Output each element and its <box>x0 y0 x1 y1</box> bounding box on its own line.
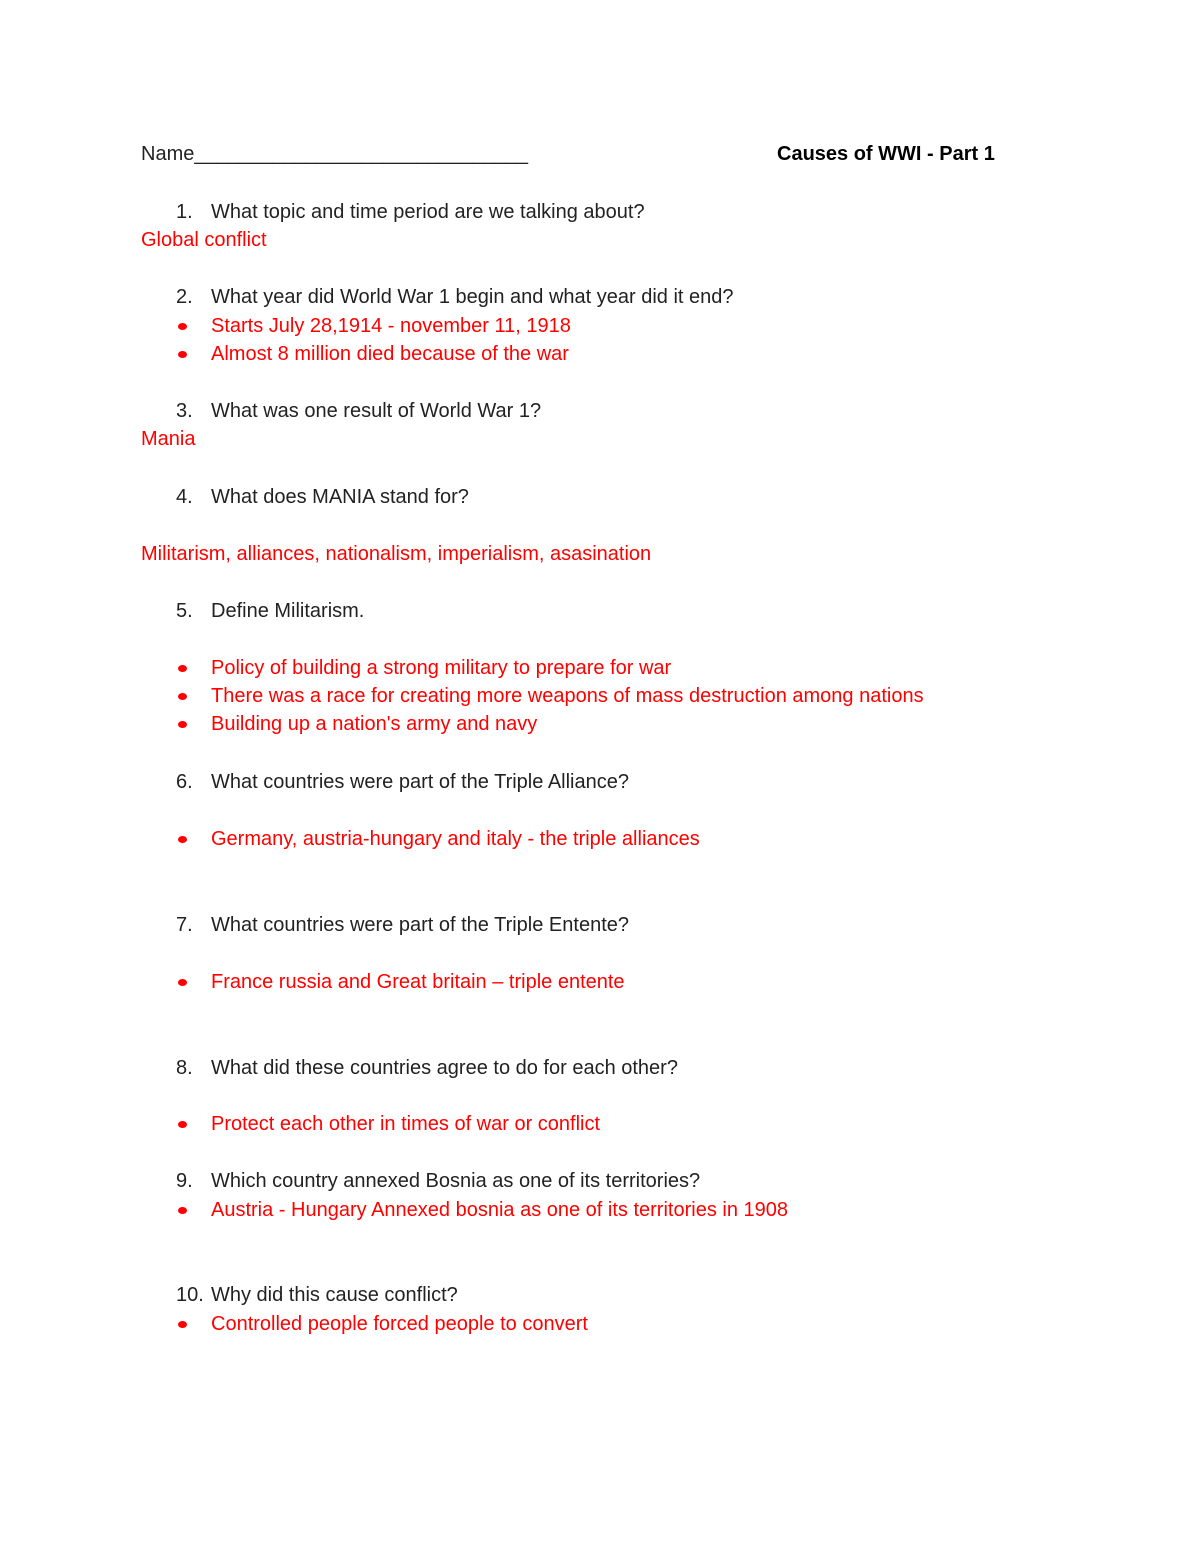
question-text: What did these countries agree to do for each other? <box>211 1057 678 1079</box>
answer-text: Militarism, alliances, nationalism, imperialism, asasination <box>141 543 652 565</box>
question-number: 9. <box>176 1170 193 1192</box>
bullet-icon <box>178 1207 187 1214</box>
question-number: 7. <box>176 914 193 936</box>
bullet-icon <box>178 721 187 728</box>
answer-text: Policy of building a strong military to prepare for war <box>211 657 672 679</box>
bullet-icon <box>178 1121 187 1128</box>
bullet-icon <box>178 351 187 358</box>
answer-text: Protect each other in times of war or conflict <box>211 1113 601 1135</box>
question-number: 8. <box>176 1057 193 1079</box>
question-number: 10. <box>176 1284 204 1306</box>
answer-text: Mania <box>141 428 196 450</box>
question-text: What was one result of World War 1? <box>211 400 542 422</box>
answer-text: Starts July 28,1914 - november 11, 1918 <box>211 315 571 337</box>
answer-text: France russia and Great britain – triple entente <box>211 971 625 993</box>
answer-text: Germany, austria-hungary and italy - the triple alliances <box>211 828 700 850</box>
question-text: Define Militarism. <box>211 600 365 622</box>
answer-text: There was a race for creating more weapons of mass destruction among nations <box>211 685 924 707</box>
bullet-icon <box>178 323 187 330</box>
question-text: Why did this cause conflict? <box>211 1284 458 1306</box>
answer-text: Global conflict <box>141 229 267 251</box>
question-text: What countries were part of the Triple Alliance? <box>211 771 629 793</box>
bullet-icon <box>178 836 187 843</box>
bullet-icon <box>178 665 187 672</box>
answer-text: Almost 8 million died because of the war <box>211 343 569 365</box>
question-number: 4. <box>176 486 193 508</box>
question-number: 3. <box>176 400 193 422</box>
answer-text: Building up a nation's army and navy <box>211 713 538 735</box>
question-text: Which country annexed Bosnia as one of its territories? <box>211 1170 701 1192</box>
question-text: What does MANIA stand for? <box>211 486 469 508</box>
question-number: 6. <box>176 771 193 793</box>
question-number: 2. <box>176 286 193 308</box>
bullet-icon <box>178 693 187 700</box>
worksheet-title: Causes of WWI - Part 1 <box>777 143 995 165</box>
question-text: What year did World War 1 begin and what year did it end? <box>211 286 734 308</box>
question-text: What topic and time period are we talking about? <box>211 201 645 223</box>
question-number: 5. <box>176 600 193 622</box>
name-field-label: Name______________________________ <box>141 143 529 165</box>
answer-text: Controlled people forced people to convert <box>211 1313 588 1335</box>
question-text: What countries were part of the Triple Entente? <box>211 914 629 936</box>
bullet-icon <box>178 979 187 986</box>
question-number: 1. <box>176 201 193 223</box>
bullet-icon <box>178 1321 187 1328</box>
answer-text: Austria - Hungary Annexed bosnia as one of its territories in 1908 <box>211 1199 788 1221</box>
